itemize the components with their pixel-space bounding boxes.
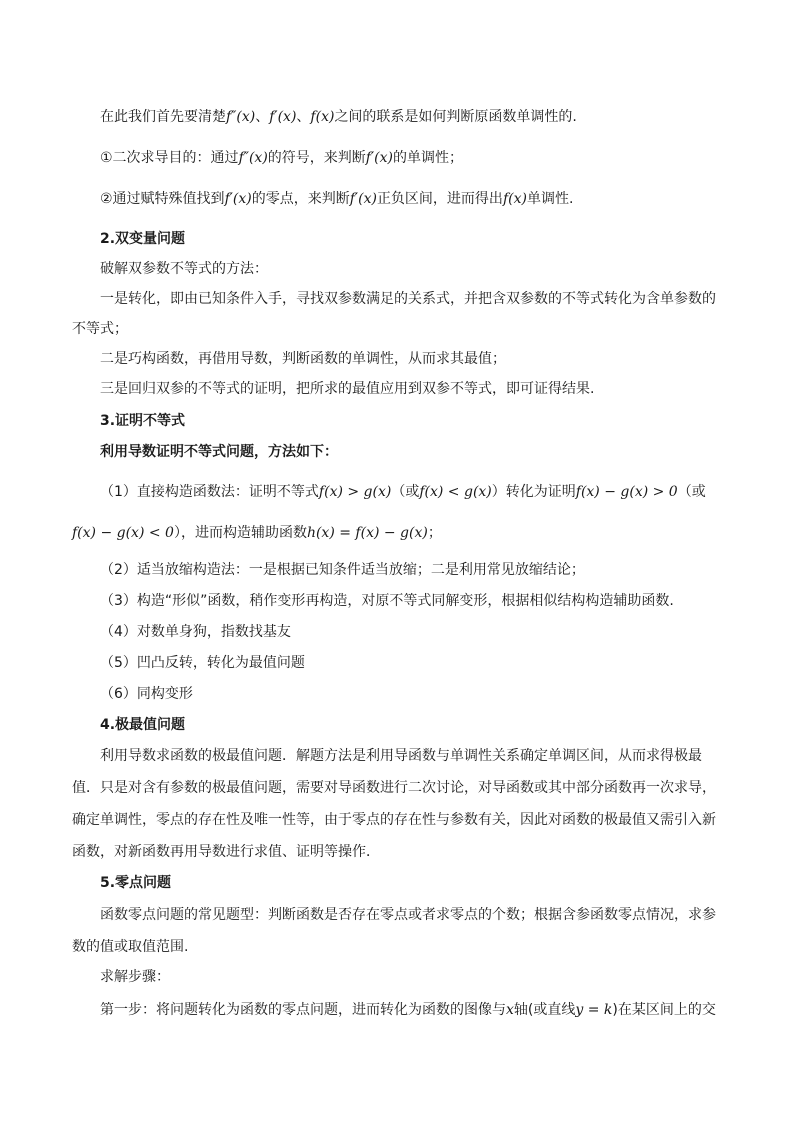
f-expr: f(x) (310, 109, 335, 125)
f-double-prime-expr: f″(x) (226, 109, 256, 125)
method-1-expr-3: f(x) − g(x) > 0 (575, 484, 678, 500)
step-1-text-b: 轴(或直线 (513, 1002, 576, 1018)
f-prime-expr: f′(x) (269, 109, 297, 125)
step-1-text-a: 第一步：将问题转化为函数的零点问题，进而转化为函数的图像与 (100, 1002, 506, 1018)
intro-text-b: 之间的联系是如何判断原函数单调性的. (334, 109, 577, 125)
section-3-subheading: 利用导数证明不等式问题，方法如下： (100, 444, 338, 460)
section-5-line-1: 函数零点问题的常见题型：判断函数是否存在零点或者求零点的个数；根据含参函数零点情况，求参 (100, 907, 716, 923)
item-2-text-a: ②通过赋特殊值找到 (100, 191, 225, 207)
section-4-line-3: 确定单调性，零点的存在性及唯一性等，由于零点的存在性与参数有关，因此对函数的极最值又需引入新 (72, 812, 716, 828)
item-2-f-prime: f′(x) (224, 191, 252, 207)
section-4-line-2: 值．只是对含有参数的极最值问题，需要对导函数进行二次讨论，对导函数或其中部分函数再一次求导， (72, 780, 716, 796)
section-5-line-2: 数的值或取值范围. (72, 939, 189, 955)
method-1-expr-5: h(x) = f(x) − g(x) (306, 525, 428, 541)
section-3-heading: 3.证明不等式 (100, 413, 186, 429)
section-2-p1-line-2: 不等式； (72, 321, 128, 337)
method-1-expr-4: f(x) − g(x) < 0 (72, 525, 174, 541)
step-1-text-c: )在某区间上的交 (612, 1002, 716, 1018)
method-1-text-f: ），进而构造辅助函数 (173, 525, 307, 541)
method-1-text-g: ； (427, 525, 442, 541)
item-2-line (100, 188, 573, 210)
method-2: （2）适当放缩构造法：一是根据已知条件适当放缩；二是利用常见放缩结论； (100, 562, 585, 578)
section-2-p2: 二是巧构函数，再借用导数，判断函数的单调性，从而求其最值； (100, 351, 506, 367)
step-1-line-eq: y = k (575, 1002, 613, 1018)
item-1-line (100, 147, 463, 169)
item-1-f-double-prime: f″(x) (238, 150, 268, 166)
item-1-f-prime: f′(x) (365, 150, 393, 166)
item-1-text-b: 的符号，来判断 (267, 150, 366, 166)
section-5-step-1 (100, 999, 716, 1021)
method-6: （6）同构变形 (100, 686, 193, 702)
section-5-heading: 5.零点问题 (100, 875, 172, 891)
item-2-f-prime-b: f′(x) (349, 191, 377, 207)
intro-text-a: 在此我们首先要清楚 (100, 109, 226, 125)
step-1-x-axis: x (506, 1002, 514, 1018)
section-4-line-1: 利用导数求函数的极最值问题．解题方法是利用导函数与单调性关系确定单调区间，从而求得极最 (100, 748, 702, 764)
item-2-text-c: 正负区间，进而得出 (376, 191, 503, 207)
item-2-text-d: 单调性. (526, 191, 574, 207)
method-1-text-c: ）转化为证明 (491, 484, 576, 500)
method-1-text-a: （1）直接构造函数法：证明不等式 (100, 484, 319, 500)
item-1-text-a: ①二次求导目的：通过 (100, 150, 239, 166)
section-2-p1-line-1: 一是转化，即由已知条件入手，寻找双参数满足的关系式，并把含双参数的不等式转化为含单参数的 (100, 291, 716, 307)
section-2-intro: 破解双参数不等式的方法： (100, 261, 268, 277)
method-1-expr-1: f(x) > g(x) (318, 484, 392, 500)
item-2-text-b: 的零点，来判断 (251, 191, 350, 207)
intro-sep-1: 、 (255, 109, 270, 125)
method-4: （4）对数单身狗，指数找基友 (100, 624, 291, 640)
section-2-heading: 2.双变量问题 (100, 231, 186, 247)
method-1-expr-2: f(x) < g(x) (419, 484, 492, 500)
intro-sep-2: 、 (296, 109, 311, 125)
method-1-text-d: （或 (677, 484, 706, 500)
method-1-line-1 (100, 481, 706, 503)
section-2-p3: 三是回归双参的不等式的证明，把所求的最值应用到双参不等式，即可证得结果. (100, 381, 595, 397)
item-1-text-c: 的单调性； (392, 150, 463, 166)
method-5: （5）凹凸反转，转化为最值问题 (100, 655, 305, 671)
method-3: （3）构造“形似”函数，稍作变形再构造，对原不等式同解变形，根据相似结构构造辅助函数. (100, 593, 674, 609)
method-1-line-2 (72, 522, 442, 544)
item-2-f: f(x) (502, 191, 527, 207)
method-1-text-b: （或 (391, 484, 420, 500)
section-5-steps-label: 求解步骤： (100, 969, 170, 985)
section-4-line-4: 函数，对新函数再用导数进行求值、证明等操作． (72, 844, 380, 860)
intro-line (100, 106, 577, 128)
section-4-heading: 4.极最值问题 (100, 717, 186, 733)
